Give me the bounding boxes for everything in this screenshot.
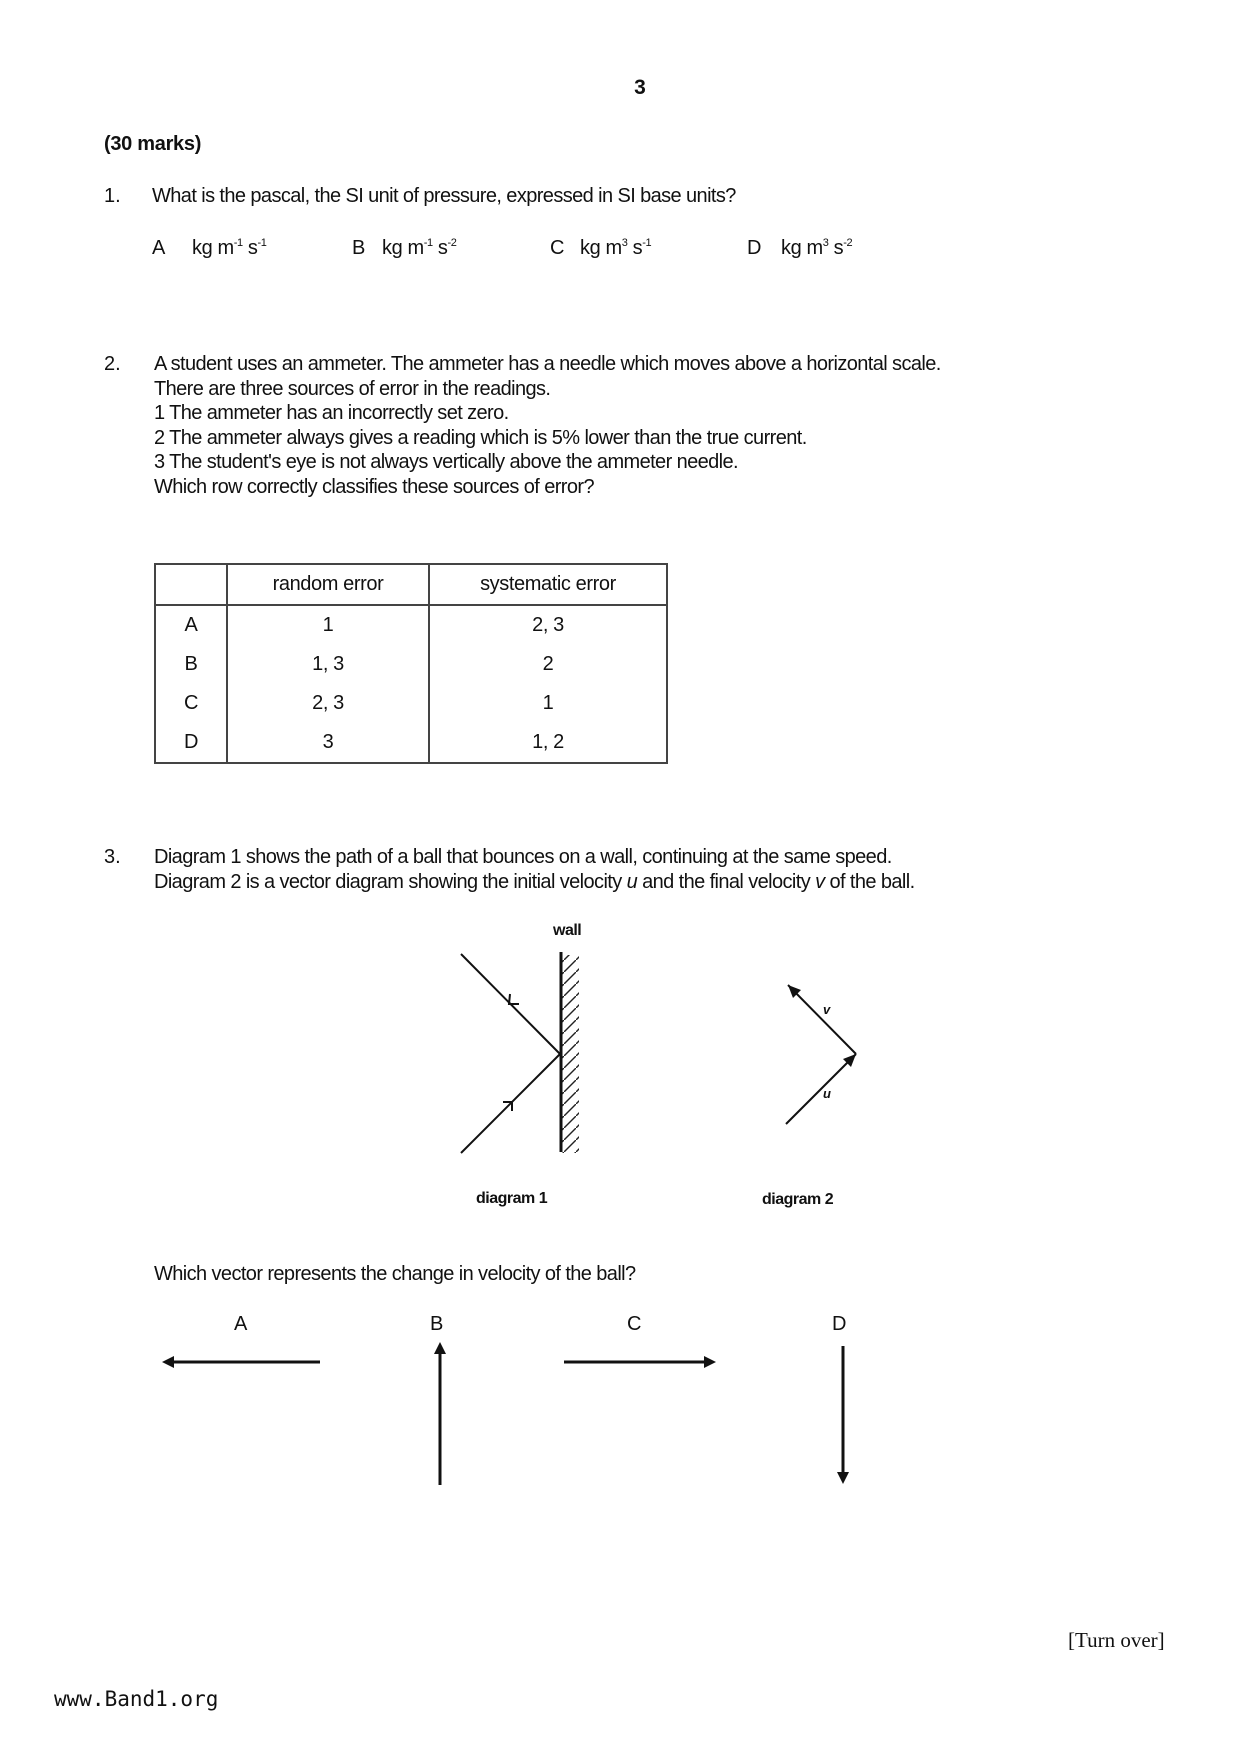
q2-line: 2 The ammeter always gives a reading which is 5% lower than the true current. <box>154 426 807 449</box>
q3-option-d-label: D <box>832 1313 847 1335</box>
table-header: systematic error <box>429 564 667 605</box>
q2-line: A student uses an ammeter. The ammeter has a needle which moves above a horizontal scale. <box>154 353 941 375</box>
question-3-number: 3. <box>104 846 121 868</box>
exponent: -1 <box>423 237 433 249</box>
option-unit: kg m <box>580 237 622 259</box>
u-symbol: u <box>626 870 638 893</box>
table-cell: C <box>155 684 227 723</box>
q3-option-c-label: C <box>627 1313 642 1335</box>
q2-line: 1 The ammeter has an incorrectly set zero. <box>154 402 509 424</box>
table-cell: 2, 3 <box>429 605 667 645</box>
exponent: -2 <box>447 237 457 249</box>
option-unit: kg m <box>192 237 234 259</box>
table-cell: D <box>155 723 227 763</box>
q3-option-b-label: B <box>430 1313 443 1335</box>
q3-line: Diagram 1 shows the path of a ball that bounces on a wall, continuing at the same speed. <box>154 846 892 868</box>
table-cell: 1, 3 <box>227 645 429 684</box>
table-header: random error <box>227 564 429 605</box>
arrow-right-icon <box>704 1356 716 1368</box>
page-number: 3 <box>634 76 646 99</box>
exponent: -1 <box>642 237 652 249</box>
option-unit: s <box>242 237 258 259</box>
option-unit: s <box>627 237 643 259</box>
table-cell: 1 <box>429 684 667 723</box>
arrow-up-icon <box>434 1342 446 1354</box>
question-2-number: 2. <box>104 353 121 375</box>
option-unit: s <box>828 237 844 259</box>
table-cell: 2 <box>429 645 667 684</box>
table-cell: 2, 3 <box>227 684 429 723</box>
footer-url: www.Band1.org <box>54 1687 219 1711</box>
option-letter: D <box>747 237 762 259</box>
q3-line: Diagram 2 is a vector diagram showing the initial velocity u and the final velocity v of the ball. <box>154 870 915 893</box>
diagram-2-caption: diagram 2 <box>762 1191 834 1208</box>
turn-over-note: [Turn over] <box>1068 1628 1165 1652</box>
v-symbol: v <box>815 870 825 893</box>
option-unit: s <box>432 237 448 259</box>
q3-option-a-label: A <box>234 1313 247 1335</box>
exponent: -2 <box>843 237 853 249</box>
exponent: -1 <box>257 237 267 249</box>
arrow-down-icon <box>837 1472 849 1484</box>
exponent: 3 <box>621 237 628 249</box>
option-letter: B <box>352 237 365 259</box>
v-label: v <box>823 1002 831 1017</box>
question-3-prompt: Which vector represents the change in velocity of the ball? <box>154 1263 636 1285</box>
table-cell: B <box>155 645 227 684</box>
q2-line: 3 The student's eye is not always vertically above the ammeter needle. <box>154 451 739 473</box>
table-cell: 3 <box>227 723 429 763</box>
question-1-text: What is the pascal, the SI unit of pressure, expressed in SI base units? <box>152 185 736 207</box>
option-letter: C <box>550 237 565 259</box>
wall-label: wall <box>553 922 582 939</box>
option-unit: kg m <box>382 237 424 259</box>
diagram-1-caption: diagram 1 <box>476 1190 548 1207</box>
table-cell: 1, 2 <box>429 723 667 763</box>
table-cell: A <box>155 605 227 645</box>
table-cell: 1 <box>227 605 429 645</box>
u-label: u <box>823 1086 831 1101</box>
option-unit: kg m <box>781 237 823 259</box>
arrow-left-icon <box>162 1356 174 1368</box>
exponent: -1 <box>233 237 243 249</box>
q2-line: Which row correctly classifies these sources of error? <box>154 475 594 498</box>
option-letter: A <box>152 237 165 259</box>
question-1-number: 1. <box>104 185 121 207</box>
q2-line: There are three sources of error in the readings. <box>154 377 551 400</box>
exponent: 3 <box>822 237 829 249</box>
marks-heading: (30 marks) <box>104 133 202 155</box>
